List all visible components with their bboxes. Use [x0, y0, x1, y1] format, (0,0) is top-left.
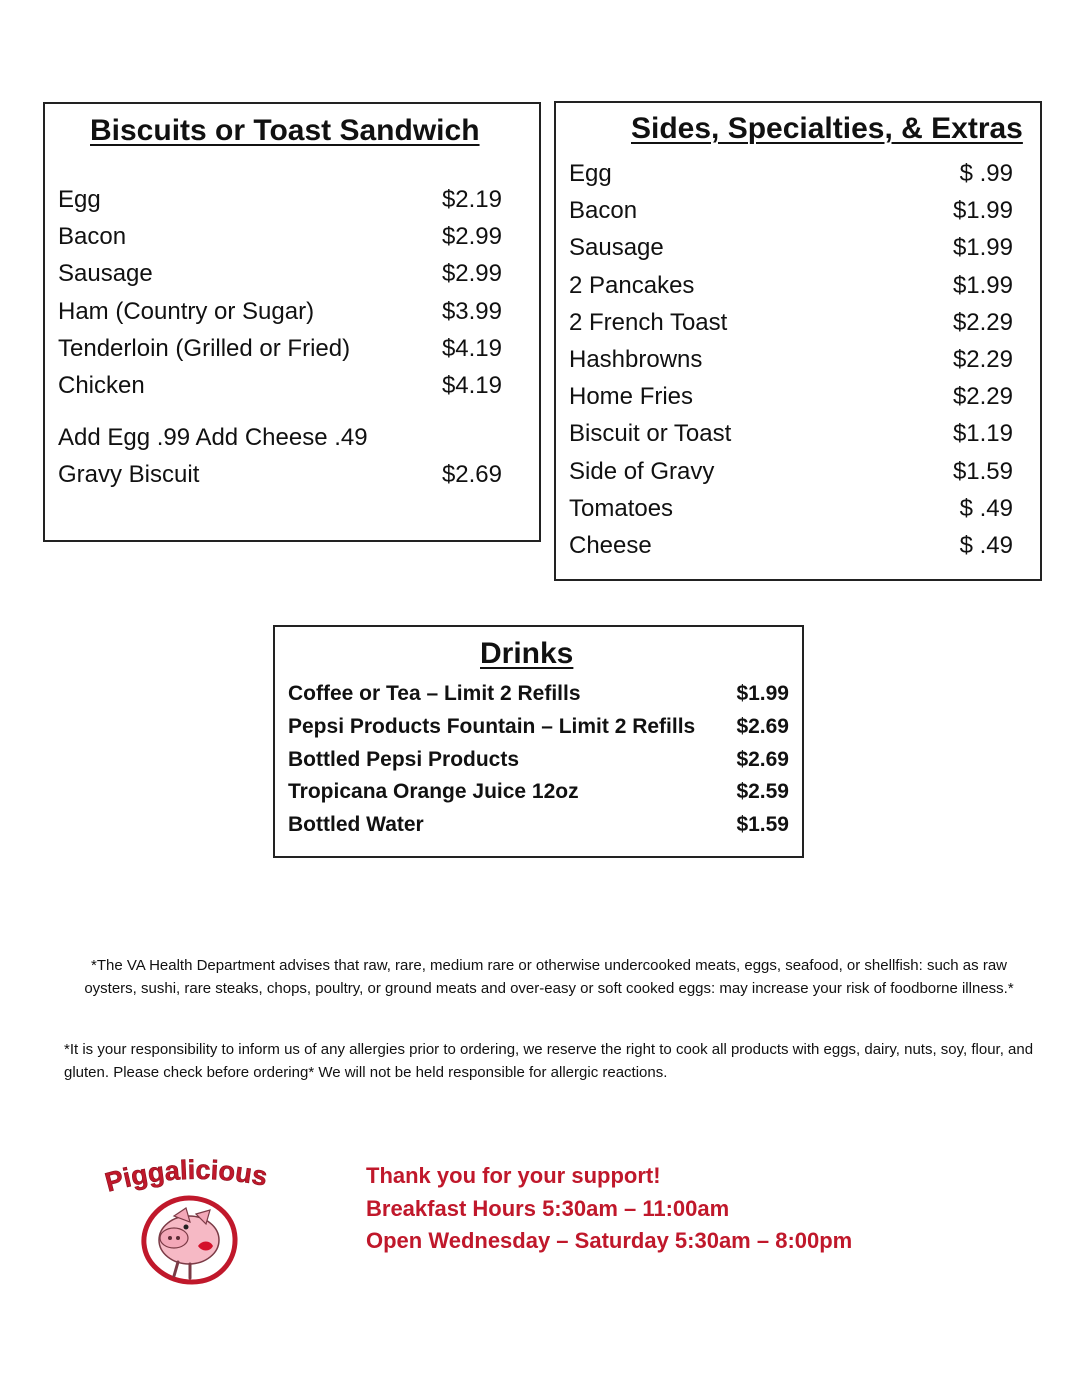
biscuits-item-price: $4.19	[441, 372, 502, 399]
piggalicious-logo	[102, 1158, 282, 1288]
drinks-item-price: $2.69	[736, 747, 789, 771]
sides-item-name: 2 French Toast	[569, 308, 728, 336]
biscuits-item-price: $2.19	[441, 186, 502, 213]
sides-item-name: Cheese	[569, 532, 652, 559]
biscuits-add-ons: Add Egg .99 Add Cheese .49	[58, 424, 368, 451]
sides-item-price: $2.29	[952, 308, 1013, 336]
svg-text:Piggalicious: Piggalicious	[102, 1158, 270, 1198]
thank-you-text: Thank you for your support!	[366, 1163, 661, 1188]
sides-item-name: 2 Pancakes	[569, 271, 695, 299]
gravy-biscuit-price: $2.69	[441, 461, 502, 488]
drinks-item-name: Tropicana Orange Juice 12oz	[288, 780, 579, 804]
pig-icon	[134, 1194, 244, 1286]
sides-item-price: $2.29	[952, 383, 1013, 411]
sides-item-name: Sausage	[569, 234, 664, 262]
sides-item-name: Bacon	[569, 197, 638, 225]
drinks-item-name: Bottled Pepsi Products	[288, 747, 520, 771]
breakfast-hours: Breakfast Hours 5:30am – 11:00am	[366, 1196, 730, 1221]
sides-item-name: Tomatoes	[569, 494, 674, 522]
open-hours: Open Wednesday – Saturday 5:30am – 8:00pm	[366, 1228, 853, 1253]
sides-title: Sides, Specialties, & Extras	[631, 112, 1023, 145]
gravy-biscuit-name: Gravy Biscuit	[58, 461, 200, 488]
drinks-item-price: $2.69	[736, 714, 789, 738]
sides-item-price: $1.99	[952, 234, 1013, 262]
biscuits-item-price: $2.99	[441, 260, 502, 288]
biscuits-title: Biscuits or Toast Sandwich	[90, 114, 480, 147]
drinks-item-price: $1.59	[736, 813, 789, 837]
sides-item-price: $2.29	[952, 346, 1013, 373]
drinks-item-price: $2.59	[736, 780, 789, 804]
biscuits-item-name: Bacon	[58, 223, 127, 251]
biscuits-item-name: Tenderloin (Grilled or Fried)	[58, 334, 351, 362]
biscuits-item-name: Ham (Country or Sugar)	[58, 297, 315, 325]
biscuits-item-price: $3.99	[441, 297, 502, 325]
sides-item-name: Egg	[569, 160, 612, 187]
sides-item-name: Hashbrowns	[569, 346, 703, 373]
drinks-item-name: Bottled Water	[288, 813, 424, 837]
sides-item-price: $ .49	[959, 494, 1013, 522]
health-notice: *The VA Health Department advises that raw, rare, medium rare or otherwise undercooked meats, eggs, seafood, or shellfish: such as raw oysters, sushi, rare steaks, chops, poultry, or ground meats and over-easy or soft cooked eggs: may increase your risk of foodborne illness.*	[84, 957, 1014, 997]
drinks-item-name: Coffee or Tea – Limit 2 Refills	[288, 682, 581, 705]
sides-item-price: $1.59	[952, 457, 1013, 485]
drinks-item-price: $1.99	[736, 682, 789, 705]
allergy-notice: *It is your responsibility to inform us of any allergies prior to ordering, we reserve the right to cook all products with eggs, dairy, nuts, soy, flour, and gluten. Please check before ordering* We will not be held responsible for allergic reactions.	[64, 1041, 1034, 1081]
sides-item-name: Biscuit or Toast	[569, 420, 732, 448]
drinks-title: Drinks	[480, 637, 574, 670]
sides-item-price: $ .49	[959, 532, 1013, 559]
sides-item-name: Home Fries	[569, 383, 694, 411]
biscuits-item-name: Egg	[58, 186, 101, 213]
sides-item-name: Side of Gravy	[569, 457, 715, 485]
biscuits-item-name: Sausage	[58, 260, 153, 288]
biscuits-item-price: $2.99	[441, 223, 502, 251]
sides-item-price: $1.99	[952, 197, 1013, 225]
sides-item-price: $1.99	[952, 271, 1013, 299]
biscuits-item-name: Chicken	[58, 372, 145, 399]
drinks-item-name: Pepsi Products Fountain – Limit 2 Refills	[288, 714, 696, 738]
sides-item-price: $1.19	[952, 420, 1013, 448]
sides-item-price: $ .99	[959, 160, 1013, 187]
biscuits-item-price: $4.19	[441, 334, 502, 362]
